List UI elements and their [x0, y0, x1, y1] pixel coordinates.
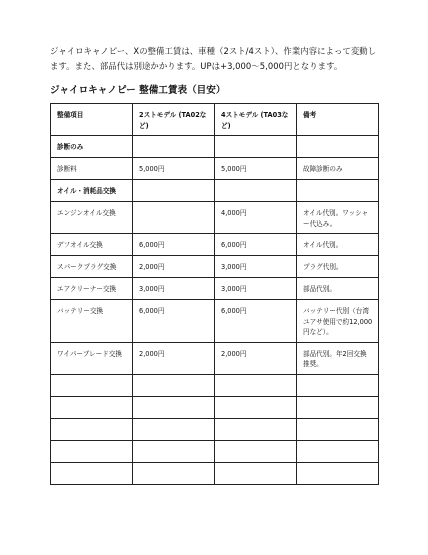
- header-cell: 備考: [297, 104, 379, 136]
- table-cell: オイル代別。: [297, 234, 379, 256]
- table-row: [51, 234, 379, 256]
- fee-table: [50, 103, 379, 485]
- table-heading: ジャイロキャノピー 整備工賃表（目安）: [50, 85, 226, 96]
- table-cell: 3,000円: [215, 256, 297, 278]
- table-cell: [215, 396, 297, 418]
- table-row: [51, 440, 379, 462]
- table-row: [51, 374, 379, 396]
- table-cell: 2,000円: [133, 256, 215, 278]
- table-cell: 診断のみ: [51, 136, 133, 158]
- table-cell: 6,000円: [133, 234, 215, 256]
- table-row: [51, 158, 379, 180]
- table-cell: [297, 440, 379, 462]
- table-row: [51, 418, 379, 440]
- table-cell: 5,000円: [133, 158, 215, 180]
- table-row: [51, 256, 379, 278]
- table-cell: 2,000円: [133, 342, 215, 374]
- header-cell: 整備項目: [51, 104, 133, 136]
- table-cell: 6,000円: [215, 234, 297, 256]
- table-cell: [297, 180, 379, 202]
- table-cell: エアクリーナー交換: [51, 278, 133, 300]
- table-cell: [133, 440, 215, 462]
- table-header-row: [51, 104, 379, 136]
- table-body: [51, 136, 379, 485]
- table-row: [51, 462, 379, 484]
- table-cell: 部品代別。年2回交換推奨。: [297, 342, 379, 374]
- table-cell: バッテリー代別（台湾ユアサ使用で約12,000円など）。: [297, 300, 379, 343]
- table-cell: [51, 440, 133, 462]
- table-cell: 診断料: [51, 158, 133, 180]
- table-cell: 4,000円: [215, 202, 297, 234]
- table-cell: [133, 462, 215, 484]
- table-row: [51, 202, 379, 234]
- table-cell: [133, 180, 215, 202]
- table-cell: [51, 396, 133, 418]
- table-section-row: [51, 136, 379, 158]
- table-row: [51, 396, 379, 418]
- table-row: [51, 300, 379, 343]
- table-cell: [215, 440, 297, 462]
- table-cell: 5,000円: [215, 158, 297, 180]
- table-cell: [133, 202, 215, 234]
- table-cell: 6,000円: [133, 300, 215, 343]
- table-cell: [297, 418, 379, 440]
- table-cell: 6,000円: [215, 300, 297, 343]
- table-cell: [215, 462, 297, 484]
- table-cell: [297, 374, 379, 396]
- table-cell: [51, 462, 133, 484]
- table-row: [51, 342, 379, 374]
- table-cell: [215, 180, 297, 202]
- table-cell: ワイパーブレード交換: [51, 342, 133, 374]
- table-cell: [215, 374, 297, 396]
- table-cell: [297, 396, 379, 418]
- table-cell: [297, 136, 379, 158]
- table-cell: [133, 418, 215, 440]
- table-cell: [133, 396, 215, 418]
- table-section-row: [51, 180, 379, 202]
- table-cell: スパークプラグ交換: [51, 256, 133, 278]
- table-cell: [133, 374, 215, 396]
- table-cell: [215, 136, 297, 158]
- table-cell: オイル代別。ワッシャー代込み。: [297, 202, 379, 234]
- table-row: [51, 278, 379, 300]
- table-cell: [297, 462, 379, 484]
- table-cell: [51, 374, 133, 396]
- table-cell: 2,000円: [215, 342, 297, 374]
- table-cell: 3,000円: [133, 278, 215, 300]
- table-cell: [51, 418, 133, 440]
- table-cell: デフオイル交換: [51, 234, 133, 256]
- header-cell: 4ストモデル (TA03など): [215, 104, 297, 136]
- table-cell: バッテリー交換: [51, 300, 133, 343]
- table-cell: 故障診断のみ: [297, 158, 379, 180]
- table-cell: オイル・消耗品交換: [51, 180, 133, 202]
- table-cell: [215, 418, 297, 440]
- table-cell: 3,000円: [215, 278, 297, 300]
- table-cell: エンジンオイル交換: [51, 202, 133, 234]
- intro-paragraph: ジャイロキャノピー、Xの整備工賃は、車種（2スト/4スト）、作業内容によって変動します。また、部品代は別途かかります。UPは+3,000〜5,000円となります。: [50, 46, 377, 71]
- header-cell: 2ストモデル (TA02など): [133, 104, 215, 136]
- table-cell: 部品代別。: [297, 278, 379, 300]
- table-cell: [133, 136, 215, 158]
- table-cell: プラグ代別。: [297, 256, 379, 278]
